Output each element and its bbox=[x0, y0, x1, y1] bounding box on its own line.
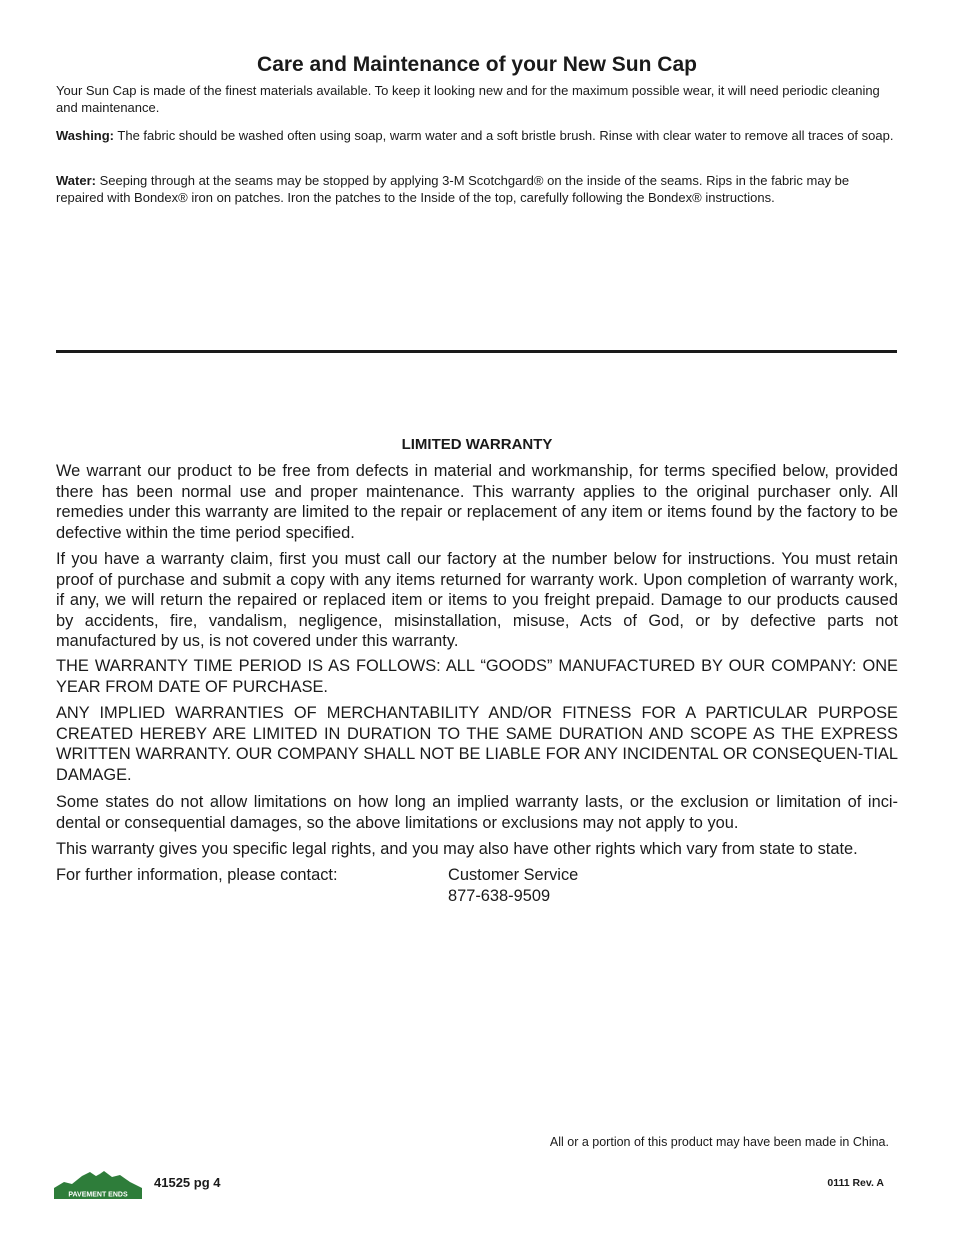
water-label: Water: bbox=[56, 173, 96, 188]
warranty-paragraph-1: We warrant our product to be free from defects in material and workmanship, for terms specified below, provided there has been normal use and proper maintenance. This warranty applies to the original purchaser only. All remedies under this warranty are limited to the repair or replacement of any item or items found by the factory to be defective within the time period specified. bbox=[56, 462, 898, 542]
section-divider bbox=[56, 350, 897, 353]
contact-phone: 877-638-9509 bbox=[448, 886, 551, 905]
contact-block bbox=[448, 865, 578, 906]
revision-code: 0111 Rev. A bbox=[827, 1177, 884, 1189]
page-reference: 41525 pg 4 bbox=[154, 1175, 221, 1190]
pavement-ends-logo bbox=[54, 1168, 142, 1200]
water-paragraph bbox=[56, 172, 898, 206]
origin-note: All or a portion of this product may have been made in China. bbox=[549, 1135, 889, 1149]
warranty-paragraph-2: If you have a warranty claim, first you must call our factory at the number below for instructions. You must retain proof of purchase and submit a copy with any items returned for warranty work. Upon completion of warranty work, if any, we will return the repaired or replaced item or items to you freight prepaid. Damage to our products caused by accidents, fire, vandalism, negligence, misinstallation, misuse, Acts of God, or by defective parts not manufactured by us, is not covered under this warranty. bbox=[56, 550, 898, 651]
warranty-paragraph-6: This warranty gives you specific legal rights, and you may also have other rights which vary from state to state. bbox=[56, 840, 858, 858]
warranty-paragraph-3: THE WARRANTY TIME PERIOD IS AS FOLLOWS: ALL “GOODS” MANUFACTURED BY OUR COMPANY: ONE YEAR FROM DATE OF PURCHASE. bbox=[56, 657, 898, 696]
care-title: Care and Maintenance of your New Sun Cap bbox=[257, 53, 697, 76]
care-intro: Your Sun Cap is made of the finest materials available. To keep it looking new and for the maximum possible wear, it will need periodic cleaning and maintenance. bbox=[56, 83, 880, 115]
logo-text: PAVEMENT ENDS bbox=[68, 1191, 128, 1199]
warranty-paragraph-4: ANY IMPLIED WARRANTIES OF MERCHANTABILITY AND/OR FITNESS FOR A PARTICULAR PURPOSE CREATED HEREBY ARE LIMITED IN DURATION TO THE SAME DURATION AND SCOPE AS THE EXPRESS WRITTEN WARRANTY. OUR COMPANY SHALL NOT BE LIABLE FOR ANY INCIDENTAL OR CONSEQUEN-TIAL DAMAGE. bbox=[56, 704, 898, 784]
warranty-paragraph-5: Some states do not allow limitations on how long an implied warranty lasts, or the exclusion or limitation of inci-dental or consequential damages, so the above limitations or exclusions may not apply to you. bbox=[56, 793, 898, 832]
water-text: Seeping through at the seams may be stopped by applying 3-M Scotchgard® on the inside of the seams. Rips in the fabric may be repaired with Bondex® iron on patches. Iron the patches to the Inside of the top, carefully following the Bondex® instructions. bbox=[56, 173, 850, 205]
contact-name: Customer Service bbox=[448, 866, 579, 884]
washing-text: The fabric should be washed often using soap, warm water and a soft bristle brush. Rinse with clear water to remove all traces of soap. bbox=[114, 128, 894, 143]
warranty-title: LIMITED WARRANTY bbox=[401, 436, 553, 453]
washing-paragraph bbox=[56, 127, 898, 144]
washing-label: Washing: bbox=[56, 128, 115, 143]
contact-label: For further information, please contact: bbox=[56, 866, 338, 884]
